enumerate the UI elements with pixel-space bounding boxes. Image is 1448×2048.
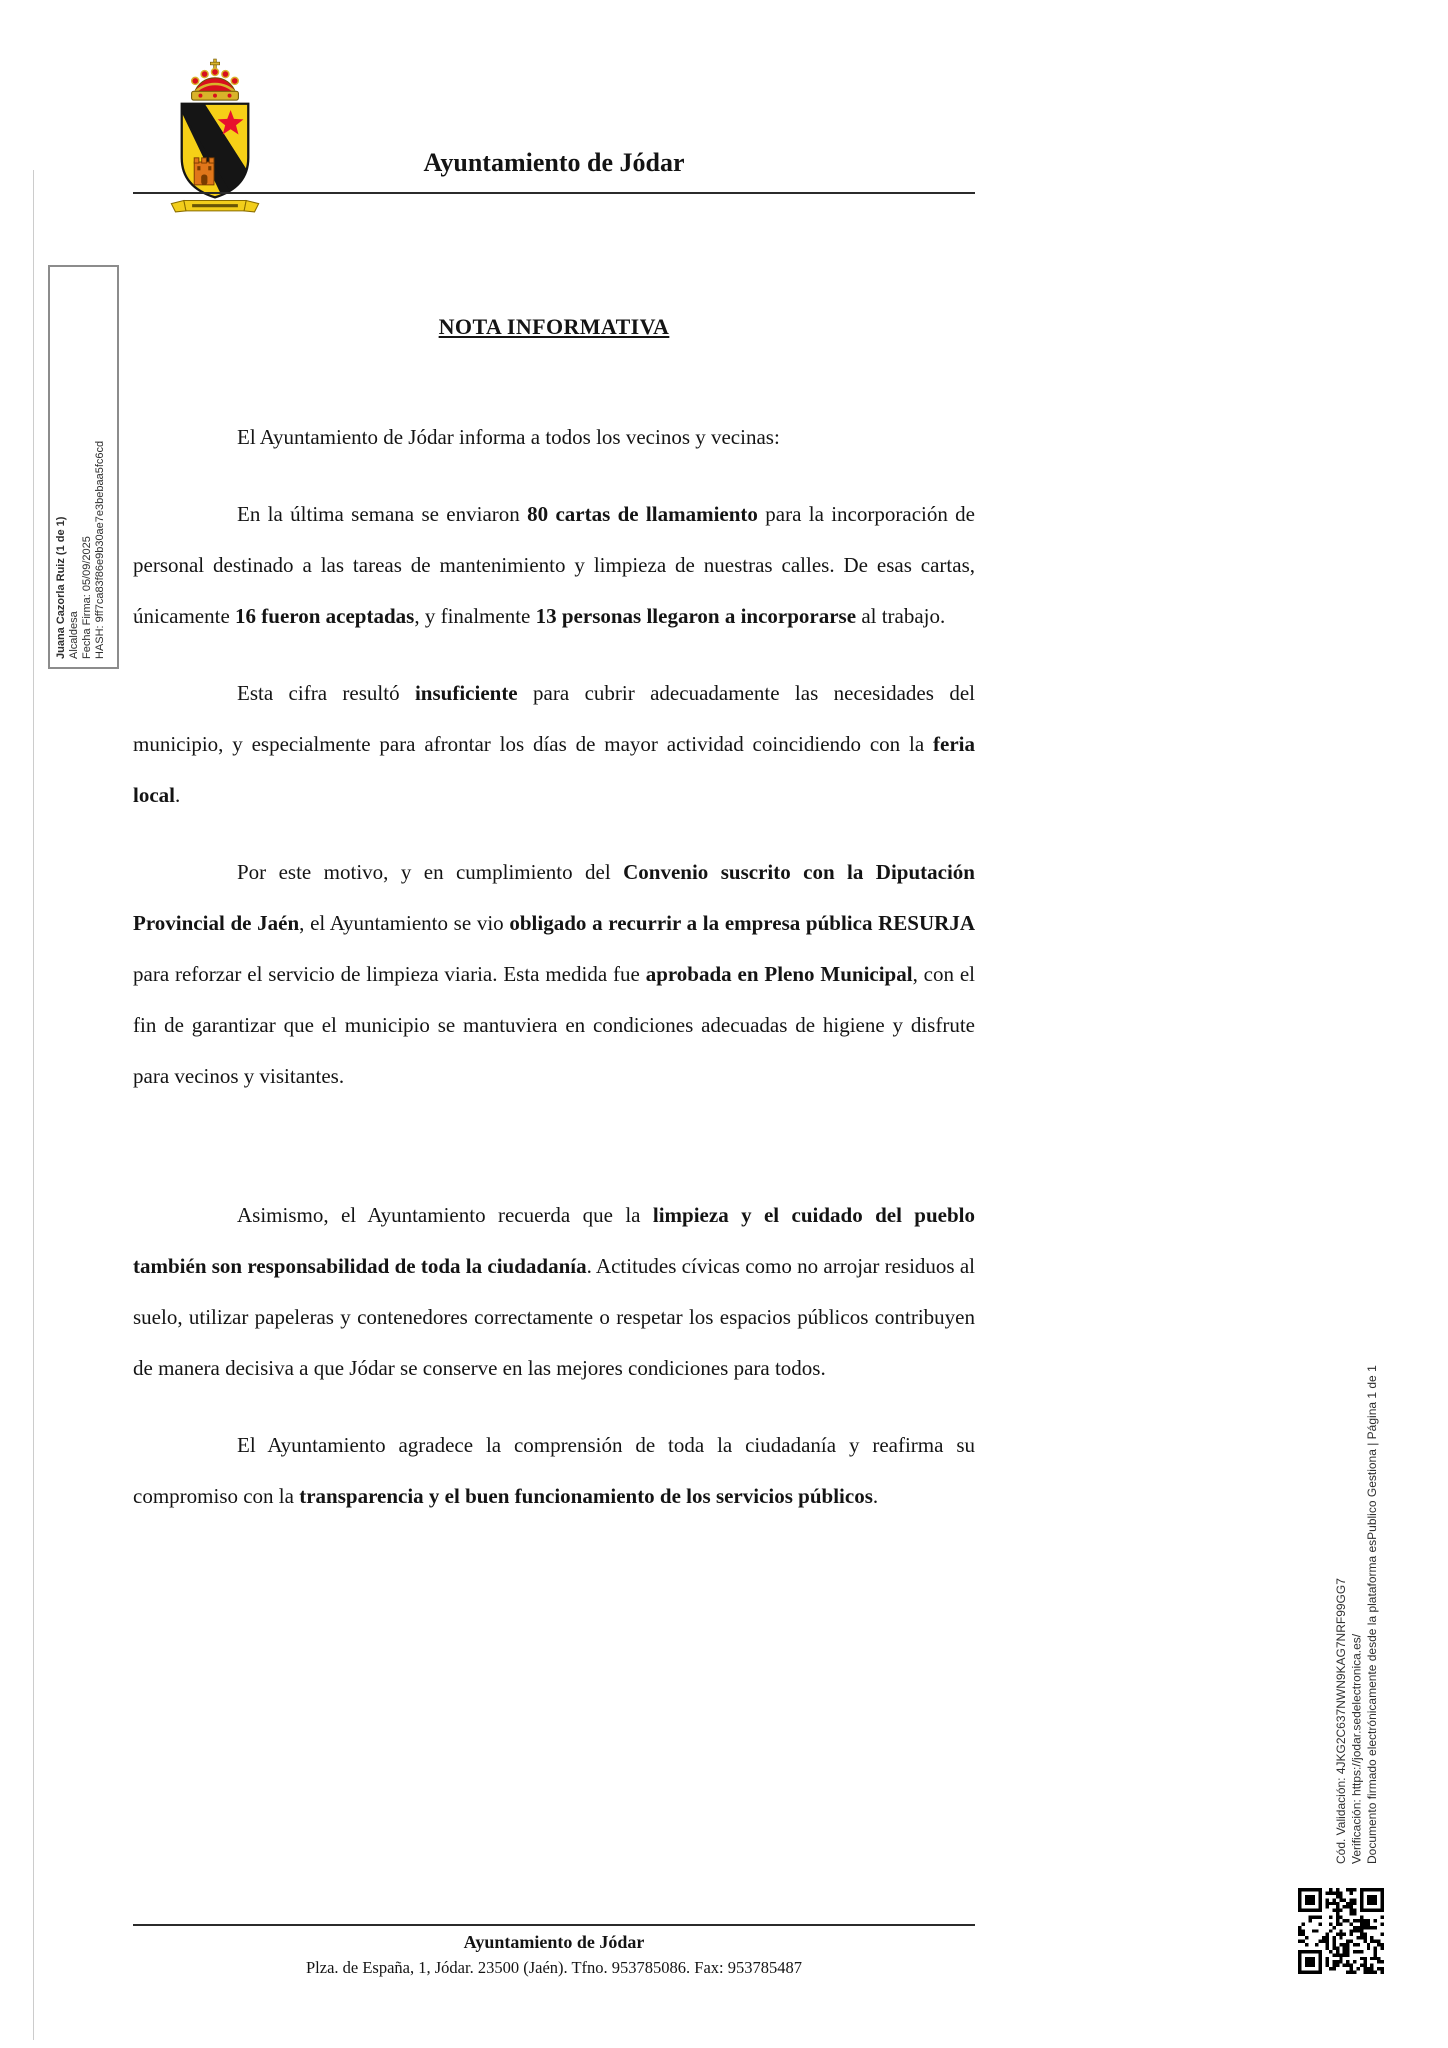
validation-sidebar — [1334, 1272, 1384, 1864]
paragraph: El Ayuntamiento de Jódar informa a todos los vecinos y vecinas: — [237, 425, 780, 449]
signature-box — [48, 265, 119, 669]
paragraph: Por este motivo, y en cumplimiento del Convenio suscrito con la Diputación Provincial de Jaén, el Ayuntamiento se vio obligado a recurrir a la empresa pública RESURJA para reforzar el servicio de limpieza viaria. Esta medida fue aprobada en Pleno Municipal, con el fin de garantizar que el municipio se mantuviera en condiciones adecuadas de higiene y disfrute para vecinos y visitantes. — [133, 860, 976, 1088]
signature-line: Alcaldesa — [68, 611, 80, 659]
footer-address: Plza. de España, 1, Jódar. 23500 (Jaén). Tfno. 953785086. Fax: 953785487 — [306, 1958, 802, 1977]
validation-line: Cód. Validación: 4JKG2C637NWN9KAG7NRF99GG7 — [1334, 1578, 1348, 1864]
paragraph: En la última semana se enviaron 80 cartas de llamamiento para la incorporación de personal destinado a las tareas de mantenimiento y limpieza de nuestras calles. De esas cartas, únicamente 16 fueron aceptadas, y finalmente 13 personas llegaron a incorporarse al trabajo. — [133, 502, 976, 628]
paragraph: El Ayuntamiento agradece la comprensión de toda la ciudadanía y reafirma su compromiso con la transparencia y el buen funcionamiento de los servicios públicos. — [133, 1433, 975, 1508]
validation-line: Verificación: https://jodar.sedelectronica.es/ — [1349, 1633, 1364, 1864]
footer-title: Ayuntamiento de Jódar — [463, 1932, 645, 1952]
jodar-coat-of-arms-logo — [152, 58, 278, 214]
coat-of-arms-icon — [152, 58, 278, 214]
document-heading: NOTA INFORMATIVA — [438, 314, 670, 339]
qr-code-icon — [1298, 1888, 1384, 1974]
paragraph: Esta cifra resultó insuficiente para cubrir adecuadamente las necesidades del municipio, y especialmente para afrontar los días de mayor actividad coincidiendo con la feria local. — [133, 681, 975, 807]
signature-line: Juana Cazorla Ruiz (1 de 1) — [55, 516, 67, 659]
left-margin-rule — [33, 170, 34, 2040]
ribbon-banner — [171, 200, 258, 211]
signature-line: Fecha Firma: 05/09/2025 — [81, 536, 93, 659]
signature-line: HASH: 9ff7ca83f86e9b30ae7e3bebaa5fc6cd — [94, 440, 106, 659]
paragraph: Asimismo, el Ayuntamiento recuerda que la limpieza y el cuidado del pueblo también son responsabilidad de toda la ciudadanía. Actitudes cívicas como no arrojar residuos al suelo, utilizar papeleras y contenedores correctamente o respetar los espacios públicos contribuyen de manera decisiva a que Jódar se conserve en las mejores condiciones para todos. — [133, 1203, 975, 1380]
document-body — [133, 412, 975, 1548]
header-divider — [133, 192, 975, 194]
validation-line: Documento firmado electrónicamente desde la plataforma esPublico Gestiona | Página 1 de 1 — [1365, 1365, 1379, 1864]
footer-divider — [133, 1924, 975, 1926]
header-title: Ayuntamiento de Jódar — [423, 148, 685, 177]
